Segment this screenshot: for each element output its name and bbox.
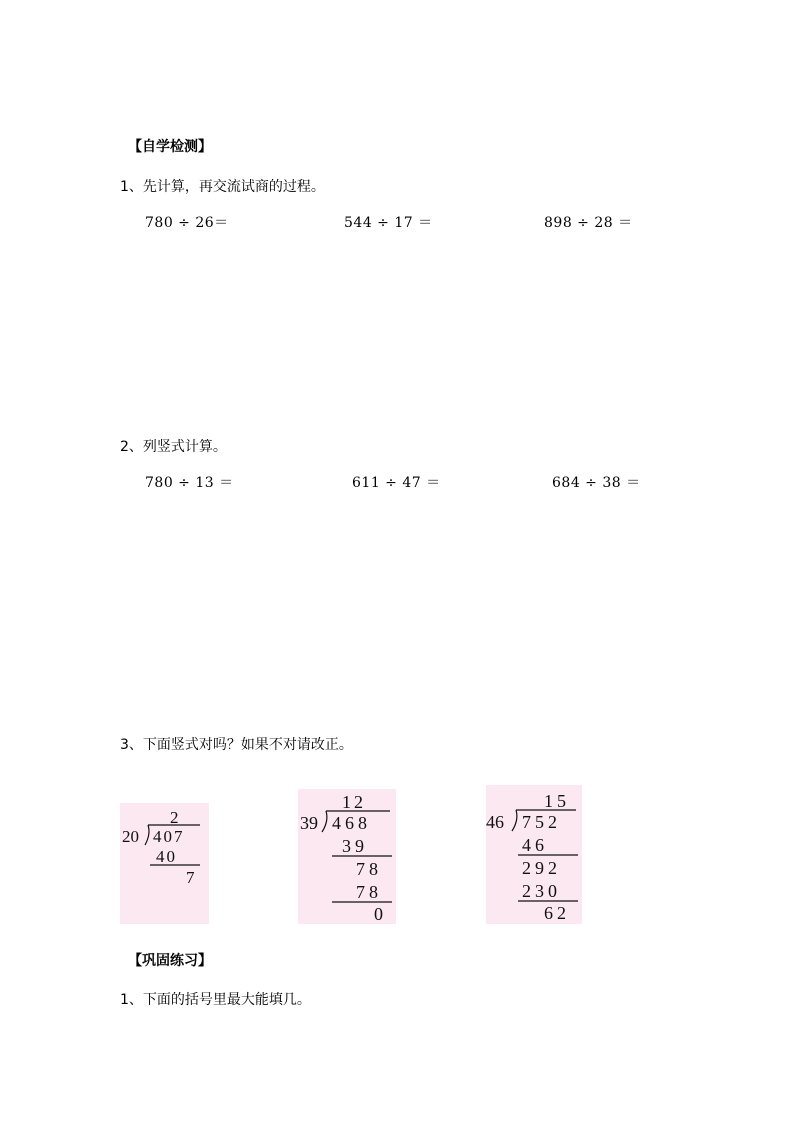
practice-1-title: 1、下面的括号里最大能填几。 (120, 992, 311, 1008)
step-2-3: 78 (356, 882, 382, 902)
problem-1-1: 780 ÷ 26＝ (145, 215, 229, 231)
divisor-2: 39 (300, 813, 318, 833)
step-2-4: 0 (374, 904, 383, 924)
dividend-2: 468 (332, 813, 371, 833)
section-title-self-check: 【自学检测】 (128, 139, 212, 155)
long-division-card-1 (120, 803, 209, 924)
section-title-practice: 【巩固练习】 (128, 953, 212, 969)
step-2-1: 39 (342, 836, 368, 856)
quotient-2: 12 (342, 792, 366, 812)
problem-1-3: 898 ÷ 28 ＝ (544, 215, 633, 231)
step-1-2: 7 (186, 868, 195, 887)
quotient-1: 2 (170, 808, 179, 827)
dividend-3: 752 (522, 812, 561, 832)
step-1-1: 40 (156, 847, 177, 866)
step-3-1: 46 (522, 835, 548, 855)
dividend-1: 407 (153, 827, 185, 846)
division-bracket (322, 811, 327, 832)
step-3-2: 292 (522, 858, 561, 878)
quotient-3: 15 (544, 791, 570, 811)
step-3-4: 62 (544, 903, 570, 923)
long-division-2 (298, 789, 396, 924)
question-3-title: 3、下面竖式对吗？如果不对请改正。 (120, 737, 353, 753)
problem-2-1: 780 ÷ 13 ＝ (145, 475, 234, 491)
divisor-3: 46 (486, 812, 504, 832)
division-bracket (145, 825, 149, 845)
division-bracket (512, 810, 517, 831)
question-1-title: 1、先计算，再交流试商的过程。 (120, 179, 325, 195)
long-division-card-3 (486, 785, 582, 924)
long-division-card-2 (298, 789, 396, 924)
divisor-1: 20 (122, 827, 139, 846)
problem-2-2: 611 ÷ 47 ＝ (352, 475, 441, 491)
problem-1-2: 544 ÷ 17 ＝ (344, 215, 433, 231)
question-2-title: 2、列竖式计算。 (120, 439, 227, 455)
step-2-2: 78 (356, 859, 382, 879)
problem-2-3: 684 ÷ 38 ＝ (552, 475, 641, 491)
long-division-3 (486, 785, 582, 924)
step-3-3: 230 (522, 881, 561, 901)
long-division-1 (120, 803, 209, 924)
